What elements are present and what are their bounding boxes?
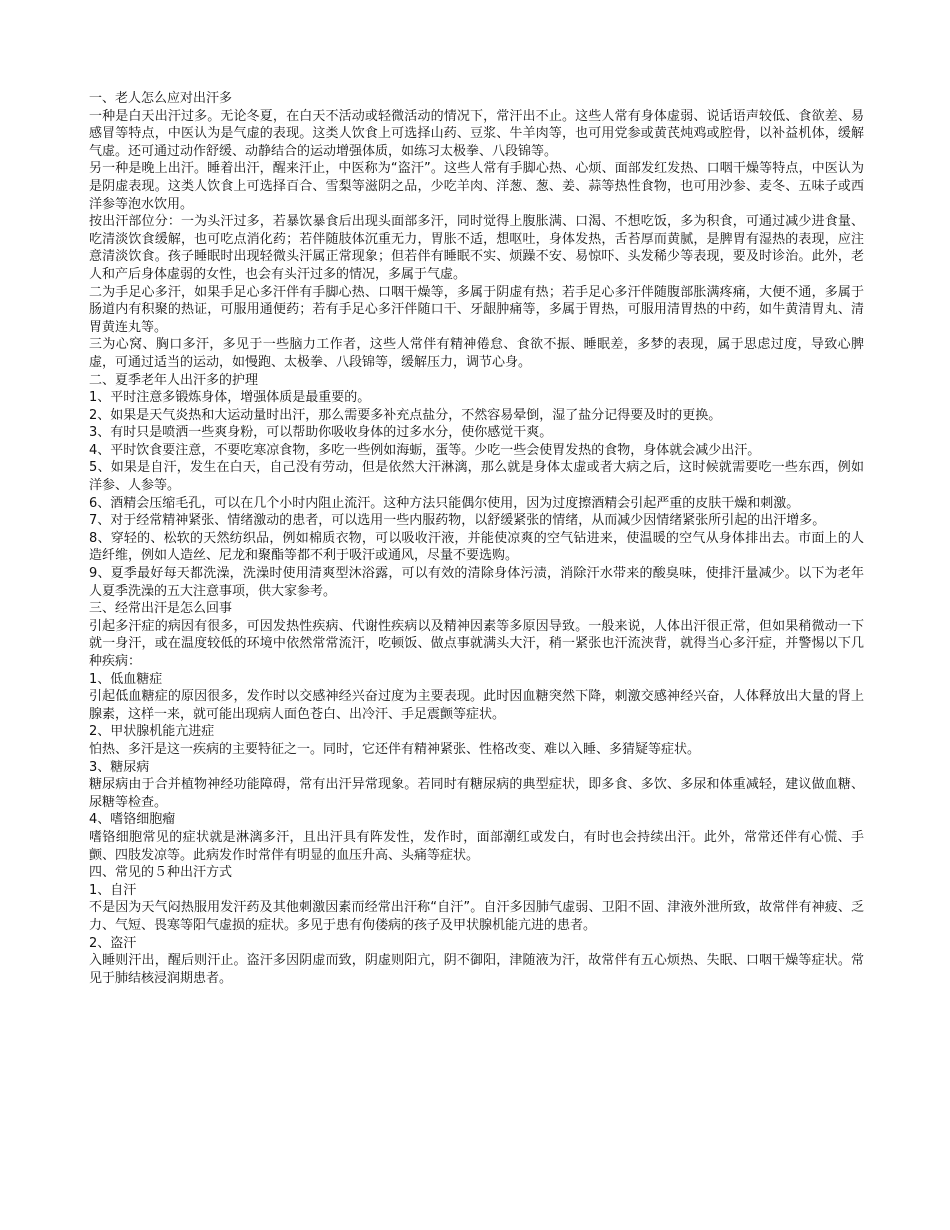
paragraph: 二为手足心多汗，如果手足心多汗伴有手脚心热、口咽干燥等，多属于阴虚有热；若手足心多汗伴随腹部胀满疼痛，大便不通，多属于肠道内有积聚的热证，可服用通便药；若有手足心多汗伴随口干、牙龈肿痛等，多属于胃热，可服用清胃热的中药，如牛黄清胃丸、清胃黄连丸等。: [89, 284, 864, 335]
paragraph: 引起多汗症的病因有很多，可因发热性疾病、代谢性疾病以及精神因素等多原因导致。一般来说，人体出汗很正常，但如果稍微动一下就一身汗，或在温度较低的环境中依然常常流汗，吃顿饭、做点事就满头大汗，稍一紧张也汗流浃背，就得当心多汗症，并警惕以下几种疾病：: [89, 618, 864, 669]
list-item: 9、夏季最好每天都洗澡，洗澡时使用清爽型沐浴露，可以有效的清除身体污渍，消除汗水带来的酸臭味，使排汗量减少。以下为老年人夏季洗澡的五大注意事项，供大家参考。: [89, 566, 864, 599]
list-item: 4、平时饮食要注意，不要吃寒凉食物，多吃一些例如海蛎，蛋等。少吃一些会使胃发热的食物，身体就会减少出汗。: [89, 442, 761, 458]
section-heading-1: 一、老人怎么应对出汗多: [89, 91, 233, 106]
list-item: 5、如果是自汗，发生在白天，自己没有劳动，但是依然大汗淋漓，那么就是身体太虚或者大病之后，这时候就需要吃一些东西，例如洋参、人参等。: [89, 460, 864, 494]
subheading: 4、嗜铬细胞瘤: [89, 812, 176, 828]
list-item: 7、对于经常精神紧张、情绪激动的患者，可以选用一些内服药物，以舒缓紧张的情绪，从而减少因情绪紧张所引起的出汗增多。: [89, 513, 826, 529]
list-item: 6、酒精会压缩毛孔，可以在几个小时内阻止流汗。这种方法只能偶尔使用，因为过度擦酒精会引起严重的皮肤干燥和刺激。: [89, 495, 800, 511]
paragraph: 三为心窝、胸口多汗，多见于一些脑力工作者，这些人常伴有精神倦怠、食欲不振、睡眠差，多梦的表现，属于思虑过度，导致心脾虚，可通过适当的运动，如慢跑、太极拳、八段锦等，缓解压力，调节心身。: [89, 337, 864, 370]
list-item: 2、如果是天气炎热和大运动量时出汗，那么需要多补充点盐分，不然容易晕倒，湿了盐分记得要及时的更换。: [89, 407, 722, 423]
list-item: 1、平时注意多锻炼身体，增强体质是最重要的。: [89, 390, 371, 406]
subheading: 2、盗汗: [89, 935, 137, 951]
subheading: 2、甲状腺机能亢进症: [89, 724, 215, 740]
paragraph: 另一种是晚上出汗。睡着出汗，醒来汗止，中医称为“盗汗”。这些人常有手脚心热、心烦、面部发红发热、口咽干燥等特点，中医认为是阴虚表现。这类人饮食上可选择百合、雪梨等滋阴之品，少吃羊肉、洋葱、葱、姜、蒜等热性食物，也可用沙参、麦冬、五味子或西洋参等泡水饮用。: [89, 161, 864, 212]
list-item: 8、穿轻的、松软的天然纺织品，例如棉质衣物，可以吸收汗液，并能使凉爽的空气钻进来，使温暖的空气从身体排出去。市面上的人造纤维，例如人造丝、尼龙和聚酯等都不利于吸汗或通风，尽量不要选购。: [89, 530, 864, 564]
paragraph: 一种是白天出汗过多。无论冬夏，在白天不活动或轻微活动的情况下，常汗出不止。这些人常有身体虚弱、说话语声较低、食欲差、易感冒等特点，中医认为是气虚的表现。这类人饮食上可选择山药、豆浆、牛羊肉等，也可用党参或黄芪炖鸡或腔骨，以补益机体，缓解气虚。还可通过动作舒缓、动静结合的运动增强体质，如练习太极拳、八段锦等。: [89, 108, 864, 159]
subheading: 3、糖尿病: [89, 759, 150, 775]
document-body: [89, 90, 864, 987]
paragraph: 引起低血糖症的原因很多，发作时以交感神经兴奋过度为主要表现。此时因血糖突然下降，刺激交感神经兴奋，人体释放出大量的肾上腺素，这样一来，就可能出现病人面色苍白、出冷汗、手足震颤等症状。: [89, 689, 864, 722]
paragraph: 怕热、多汗是这一疾病的主要特征之一。同时，它还伴有精神紧张、性格改变、难以入睡、多猜疑等症状。: [89, 741, 701, 757]
subheading: 1、低血糖症: [89, 671, 163, 687]
section-heading-4: 四、常见的５种出汗方式: [89, 865, 233, 881]
paragraph: 糖尿病由于合并植物神经功能障碍，常有出汗异常现象。若同时有糖尿病的典型症状，即多食、多饮、多尿和体重减轻，建议做血糖、尿糖等检查。: [89, 777, 864, 810]
list-item: 3、有时只是喷洒一些爽身粉，可以帮助你吸收身体的过多水分，使你感觉干爽。: [89, 425, 553, 441]
paragraph: 入睡则汗出，醒后则汗止。盗汗多因阴虚而致，阴虚则阳亢，阴不御阳，津随液为汗，故常伴有五心烦热、失眠、口咽干燥等症状。常见于肺结核浸润期患者。: [89, 953, 864, 986]
subheading: 1、自汗: [89, 882, 137, 898]
paragraph: 按出汗部位分：一为头汗过多，若暴饮暴食后出现头面部多汗，同时觉得上腹胀满、口渴、不想吃饭，多为积食，可通过减少进食量、吃清淡饮食缓解，也可吃点消化药；若伴随肢体沉重无力，胃胀不适，想呕吐，身体发热，舌苔厚而黄腻，是脾胃有湿热的表现，应注意清淡饮食。孩子睡眠时出现轻微头汗属正常现象；但若伴有睡眠不实、烦躁不安、易惊吓、头发稀少等表现，要及时诊治。此外，老人和产后身体虚弱的女性，也会有头汗过多的情况，多属于气虚。: [89, 214, 864, 282]
paragraph: 不是因为天气闷热服用发汗药及其他刺激因素而经常出汗称“自汗”。自汗多因肺气虚弱、卫阳不固、津液外泄所致，故常伴有神疲、乏力、气短、畏寒等阳气虚损的症状。多见于患有佝偻病的孩子及甲状腺机能亢进的患者。: [89, 900, 864, 933]
section-heading-2: 二、夏季老年人出汗多的护理: [89, 372, 259, 388]
paragraph: 嗜铬细胞常见的症状就是淋漓多汗，且出汗具有阵发性，发作时，面部潮红或发白，有时也会持续出汗。此外，常常还伴有心慌、手颤、四肢发凉等。此病发作时常伴有明显的血压升高、头痛等症状。: [89, 829, 864, 863]
section-heading-3: 三、经常出汗是怎么回事: [89, 601, 233, 617]
document-page: [89, 90, 864, 987]
